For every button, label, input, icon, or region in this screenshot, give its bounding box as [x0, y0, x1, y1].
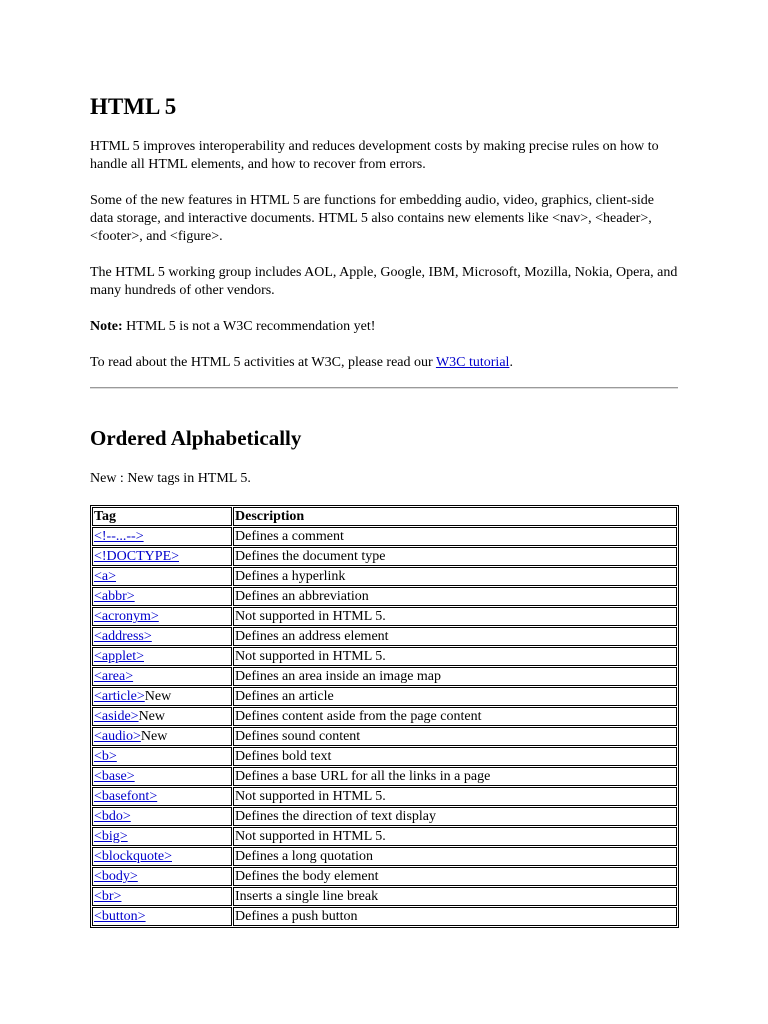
tag-reference-table — [90, 505, 679, 928]
header-description: Description — [233, 507, 677, 526]
description-cell: Defines an address element — [233, 627, 677, 646]
tag-cell — [92, 807, 232, 826]
table-row — [92, 887, 677, 906]
table-row — [92, 867, 677, 886]
description-cell: Not supported in HTML 5. — [233, 607, 677, 626]
table-row — [92, 587, 677, 606]
tag-link[interactable]: <button> — [94, 909, 146, 924]
tag-link[interactable]: <applet> — [94, 649, 144, 664]
tag-cell — [92, 767, 232, 786]
table-row — [92, 647, 677, 666]
table-row — [92, 687, 677, 706]
page-title: HTML 5 — [90, 94, 177, 119]
w3c-tutorial-link[interactable]: W3C tutorial — [435, 355, 510, 370]
tag-link[interactable]: <!DOCTYPE> — [94, 549, 180, 564]
section-title: Ordered Alphabetically — [90, 426, 302, 450]
description-cell: Defines content aside from the page content — [233, 707, 677, 726]
description-cell: Inserts a single line break — [233, 887, 677, 906]
description-cell: Not supported in HTML 5. — [233, 787, 677, 806]
tag-link[interactable]: <address> — [94, 629, 152, 644]
table-row — [92, 667, 677, 686]
table-row — [92, 847, 677, 866]
table-row — [92, 567, 677, 586]
table-row — [92, 607, 677, 626]
table-row — [92, 767, 677, 786]
description-cell: Defines sound content — [233, 727, 677, 746]
tag-link[interactable]: <!--...--> — [94, 529, 144, 544]
tag-cell — [92, 827, 232, 846]
table-header-row — [92, 507, 677, 526]
tag-cell — [92, 867, 232, 886]
tag-link[interactable]: <big> — [94, 829, 128, 844]
tag-link[interactable]: <blockquote> — [94, 849, 172, 864]
intro-paragraph-1: HTML 5 improves interoperability and reduces development costs by making precise rules on how to handle all HTML elements, and how to recover from errors. — [90, 139, 659, 172]
tag-link[interactable]: <bdo> — [94, 809, 131, 824]
description-cell: Defines an article — [233, 687, 677, 706]
table-body — [92, 527, 677, 926]
note-paragraph — [90, 318, 680, 336]
table-row — [92, 807, 677, 826]
tag-link[interactable]: <article> — [94, 689, 145, 704]
tag-link[interactable]: <audio> — [94, 729, 141, 744]
tag-cell — [92, 587, 232, 606]
description-cell: Defines a hyperlink — [233, 567, 677, 586]
tag-link[interactable]: <basefont> — [94, 789, 158, 804]
note-text: HTML 5 is not a W3C recommendation yet! — [122, 319, 376, 334]
table-row — [92, 627, 677, 646]
table-row — [92, 727, 677, 746]
new-tag-marker: New — [140, 729, 168, 744]
tag-cell — [92, 687, 232, 706]
tag-link[interactable]: <a> — [94, 569, 117, 584]
w3c-paragraph — [90, 354, 680, 372]
description-cell: Not supported in HTML 5. — [233, 827, 677, 846]
tag-cell — [92, 707, 232, 726]
tag-cell — [92, 847, 232, 866]
tag-cell — [92, 727, 232, 746]
table-row — [92, 787, 677, 806]
description-cell: Defines a comment — [233, 527, 677, 546]
tag-link[interactable]: <area> — [94, 669, 134, 684]
header-tag: Tag — [92, 507, 232, 526]
section-divider — [90, 387, 678, 389]
intro-paragraph-2: Some of the new features in HTML 5 are functions for embedding audio, video, graphics, client-side data storage, and interactive documents. HTML 5 also contains new elements like <nav>, <header>, <footer>, and <figure>. — [90, 193, 654, 244]
description-cell: Defines a long quotation — [233, 847, 677, 866]
tag-link[interactable]: <base> — [94, 769, 135, 784]
tag-cell — [92, 907, 232, 926]
description-cell: Defines bold text — [233, 747, 677, 766]
tag-cell — [92, 627, 232, 646]
table-row — [92, 547, 677, 566]
description-cell: Not supported in HTML 5. — [233, 647, 677, 666]
tag-cell — [92, 887, 232, 906]
note-label: Note: — [90, 319, 123, 334]
tag-cell — [92, 667, 232, 686]
description-cell: Defines a push button — [233, 907, 677, 926]
tag-cell — [92, 647, 232, 666]
tag-cell — [92, 747, 232, 766]
tag-link[interactable]: <aside> — [94, 709, 139, 724]
tag-link[interactable]: <b> — [94, 749, 117, 764]
new-tags-legend: New : New tags in HTML 5. — [90, 471, 251, 486]
tag-link[interactable]: <abbr> — [94, 589, 135, 604]
table-row — [92, 707, 677, 726]
table-row — [92, 527, 677, 546]
tag-cell — [92, 547, 232, 566]
description-cell: Defines the direction of text display — [233, 807, 677, 826]
w3c-after: . — [509, 355, 513, 370]
new-tag-marker: New — [138, 709, 165, 724]
tag-cell — [92, 787, 232, 806]
description-cell: Defines the document type — [233, 547, 677, 566]
description-cell: Defines a base URL for all the links in a page — [233, 767, 677, 786]
description-cell: Defines an area inside an image map — [233, 667, 677, 686]
description-cell: Defines the body element — [233, 867, 677, 886]
table-row — [92, 827, 677, 846]
intro-paragraph-3: The HTML 5 working group includes AOL, Apple, Google, IBM, Microsoft, Mozilla, Nokia, Opera, and many hundreds of other vendors. — [90, 265, 678, 298]
tag-cell — [92, 607, 232, 626]
description-cell: Defines an abbreviation — [233, 587, 677, 606]
tag-link[interactable]: <acronym> — [94, 609, 159, 624]
tag-cell — [92, 567, 232, 586]
table-row — [92, 747, 677, 766]
w3c-text: To read about the HTML 5 activities at W3C, please read our — [90, 355, 436, 370]
tag-link[interactable]: <body> — [94, 869, 138, 884]
new-tag-marker: New — [144, 689, 172, 704]
tag-link[interactable]: <br> — [94, 889, 122, 904]
tag-cell — [92, 527, 232, 546]
table-row — [92, 907, 677, 926]
